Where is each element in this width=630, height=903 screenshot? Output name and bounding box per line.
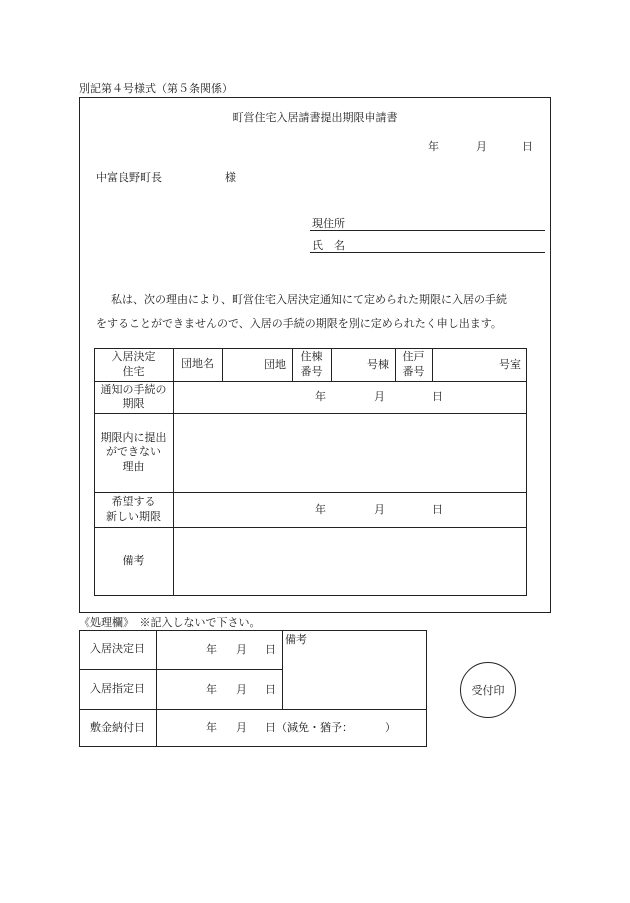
move-in-designated-date-field[interactable]: 年 月 日: [206, 683, 276, 696]
unit-number-field[interactable]: [432, 348, 527, 381]
housing-label: 入居決定 住宅: [111, 350, 156, 378]
reason-field[interactable]: [173, 413, 527, 492]
danchi-suffix: 団地: [264, 358, 286, 371]
processing-remarks-field[interactable]: [282, 630, 427, 709]
danchi-name-label: 団地名: [181, 357, 214, 371]
name-field[interactable]: [310, 252, 545, 253]
honorific: 様: [225, 171, 236, 184]
date-year-field[interactable]: 年: [428, 140, 439, 153]
move-in-decision-date-field[interactable]: 年 月 日: [206, 643, 276, 656]
remarks-label: 備考: [122, 554, 145, 568]
reason-label: 期限内に提出 ができない 理由: [100, 431, 167, 473]
form-title: 町営住宅入居請書提出期限申請書: [232, 111, 398, 124]
building-number-field[interactable]: [331, 348, 395, 381]
notice-deadline-label: 通知の手続の 期限: [100, 382, 167, 410]
date-day-field[interactable]: 日: [522, 140, 533, 153]
deposit-payment-date-label: 敷金納付日: [90, 720, 145, 734]
processing-header: 《処理欄》 ※記入しないで下さい。: [79, 616, 261, 629]
move-in-decision-date-label: 入居決定日: [90, 642, 145, 656]
deposit-payment-date-field[interactable]: 年 月 日（減免・猶予： ）: [206, 721, 396, 734]
new-deadline-field[interactable]: 年 月 日: [315, 503, 443, 516]
address-label: 現住所: [312, 217, 345, 230]
date-month-field[interactable]: 月: [476, 140, 487, 153]
new-deadline-label: 希望する 新しい期限: [106, 495, 161, 523]
move-in-designated-date-label: 入居指定日: [90, 681, 145, 695]
address-field[interactable]: [310, 230, 545, 231]
addressee: 中富良野町長: [96, 171, 162, 184]
building-number-label: 住棟 番号: [300, 350, 323, 378]
building-suffix: 号棟: [367, 358, 389, 371]
statement-line-1: 私は、次の理由により、町営住宅入居決定通知にて定められた期限に入居の手続: [111, 293, 507, 306]
name-label: 氏 名: [312, 239, 345, 252]
notice-deadline-field[interactable]: 年 月 日: [315, 390, 443, 403]
remarks-field[interactable]: [173, 527, 527, 596]
processing-remarks-label: 備考: [285, 633, 307, 646]
unit-number-label: 住戸 番号: [402, 350, 425, 378]
statement-line-2: をすることができませんので、入居の手続の期限を別に定められたく申し出ます。: [96, 317, 502, 330]
unit-suffix: 号室: [499, 358, 521, 371]
reception-stamp: 受付印: [460, 662, 516, 718]
form-number: 別記第４号様式（第５条関係）: [79, 82, 233, 95]
danchi-name-field[interactable]: [222, 348, 292, 381]
